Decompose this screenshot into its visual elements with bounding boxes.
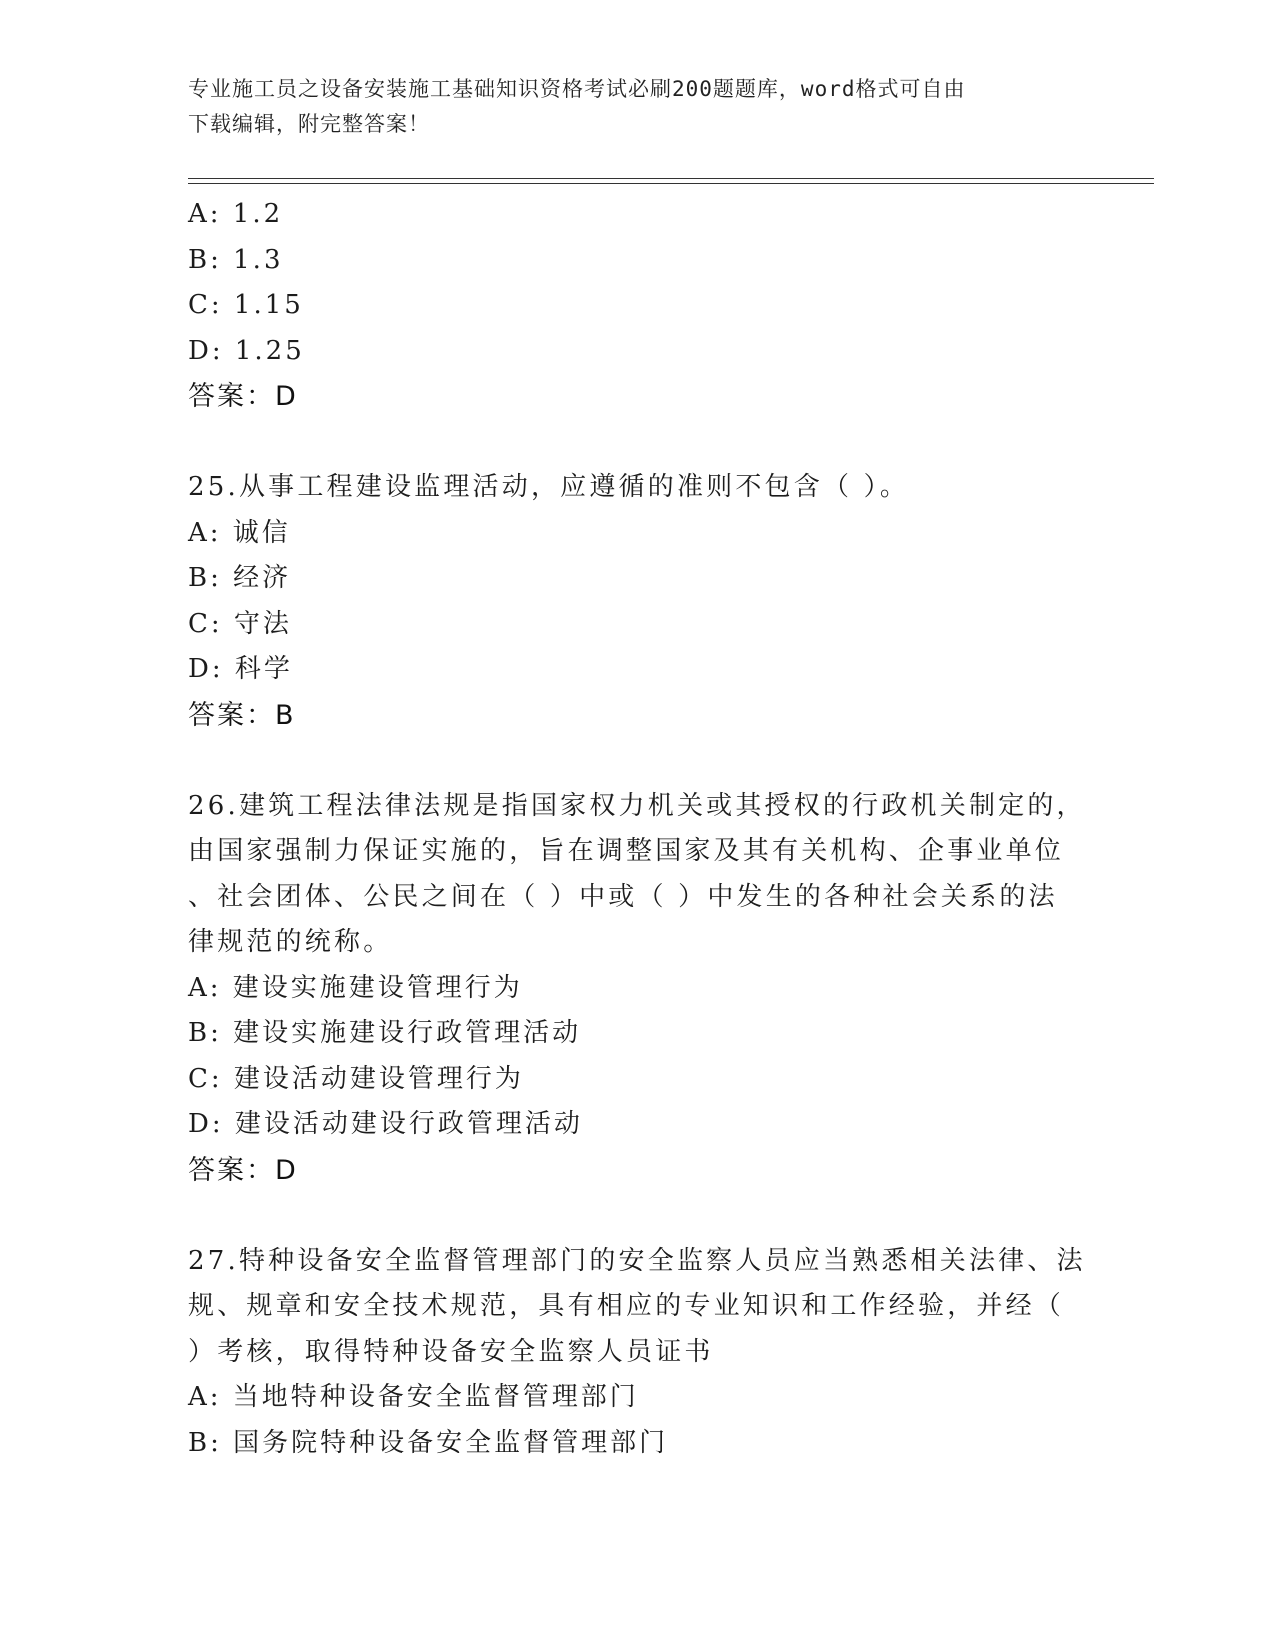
answer: 答案：D (188, 381, 298, 412)
stem-line: 27.特种设备安全监督管理部门的安全监察人员应当熟悉相关法律、法 (188, 1245, 1086, 1276)
option-a: A: 诚信 (188, 517, 291, 548)
option-b: B: 1.3 (188, 244, 284, 275)
stem-line: 律规范的统称。 (188, 927, 393, 957)
option-c: C: 守法 (188, 608, 292, 639)
stem-line: ）考核，取得特种设备安全监察人员证书 (188, 1336, 714, 1367)
option-c: C: 1.15 (188, 290, 304, 320)
option-a: A: 1.2 (188, 199, 284, 229)
spacer (188, 738, 1088, 784)
answer: 答案：B (188, 699, 296, 731)
spacer (188, 420, 1088, 466)
question-stem (188, 465, 1068, 511)
stem-line: 由国家强制力保证实施的，旨在调整国家及其有关机构、企事业单位 (188, 836, 1065, 866)
stem-line: 25.从事工程建设监理活动，应遵循的准则不包含（ ）。 (188, 472, 910, 502)
stem-line: 、社会团体、公民之间在（ ）中或（ ）中发生的各种社会关系的法 (188, 881, 1058, 912)
document-header (188, 72, 1068, 142)
spacer (188, 1193, 1088, 1239)
question-26 (188, 784, 1088, 1194)
option-d: D: 建设活动建设行政管理活动 (188, 1109, 583, 1139)
header-rule-bottom (188, 183, 1154, 184)
option-b: B: 建设实施建设行政管理活动 (188, 1018, 582, 1048)
question-27 (188, 1239, 1088, 1467)
header-line-2: 下载编辑，附完整答案！ (188, 112, 430, 136)
option-c: C: 建设活动建设管理行为 (188, 1063, 524, 1094)
question-25 (188, 465, 1088, 738)
stem-line: 规、规章和安全技术规范，具有相应的专业知识和工作经验，并经（ (188, 1291, 1065, 1321)
option-b: B: 经济 (188, 563, 292, 593)
header-rule-top (188, 178, 1154, 179)
option-a: A: 当地特种设备安全监督管理部门 (188, 1382, 639, 1412)
question-list (188, 192, 1088, 1466)
stem-line: 26.建筑工程法律法规是指国家权力机关或其授权的行政机关制定的， (188, 790, 1086, 821)
question-24 (188, 192, 1088, 420)
option-a: A: 建设实施建设管理行为 (188, 972, 523, 1003)
option-d: D: 1.25 (188, 335, 305, 366)
question-stem (188, 784, 1086, 966)
answer: 答案：D (188, 1154, 298, 1186)
option-d: D: 科学 (188, 654, 293, 684)
header-line-1: 专业施工员之设备安装施工基础知识资格考试必刷200题题库，word格式可自由 (188, 77, 966, 101)
question-stem (188, 1239, 1086, 1376)
option-b: B: 国务院特种设备安全监督管理部门 (188, 1427, 669, 1458)
